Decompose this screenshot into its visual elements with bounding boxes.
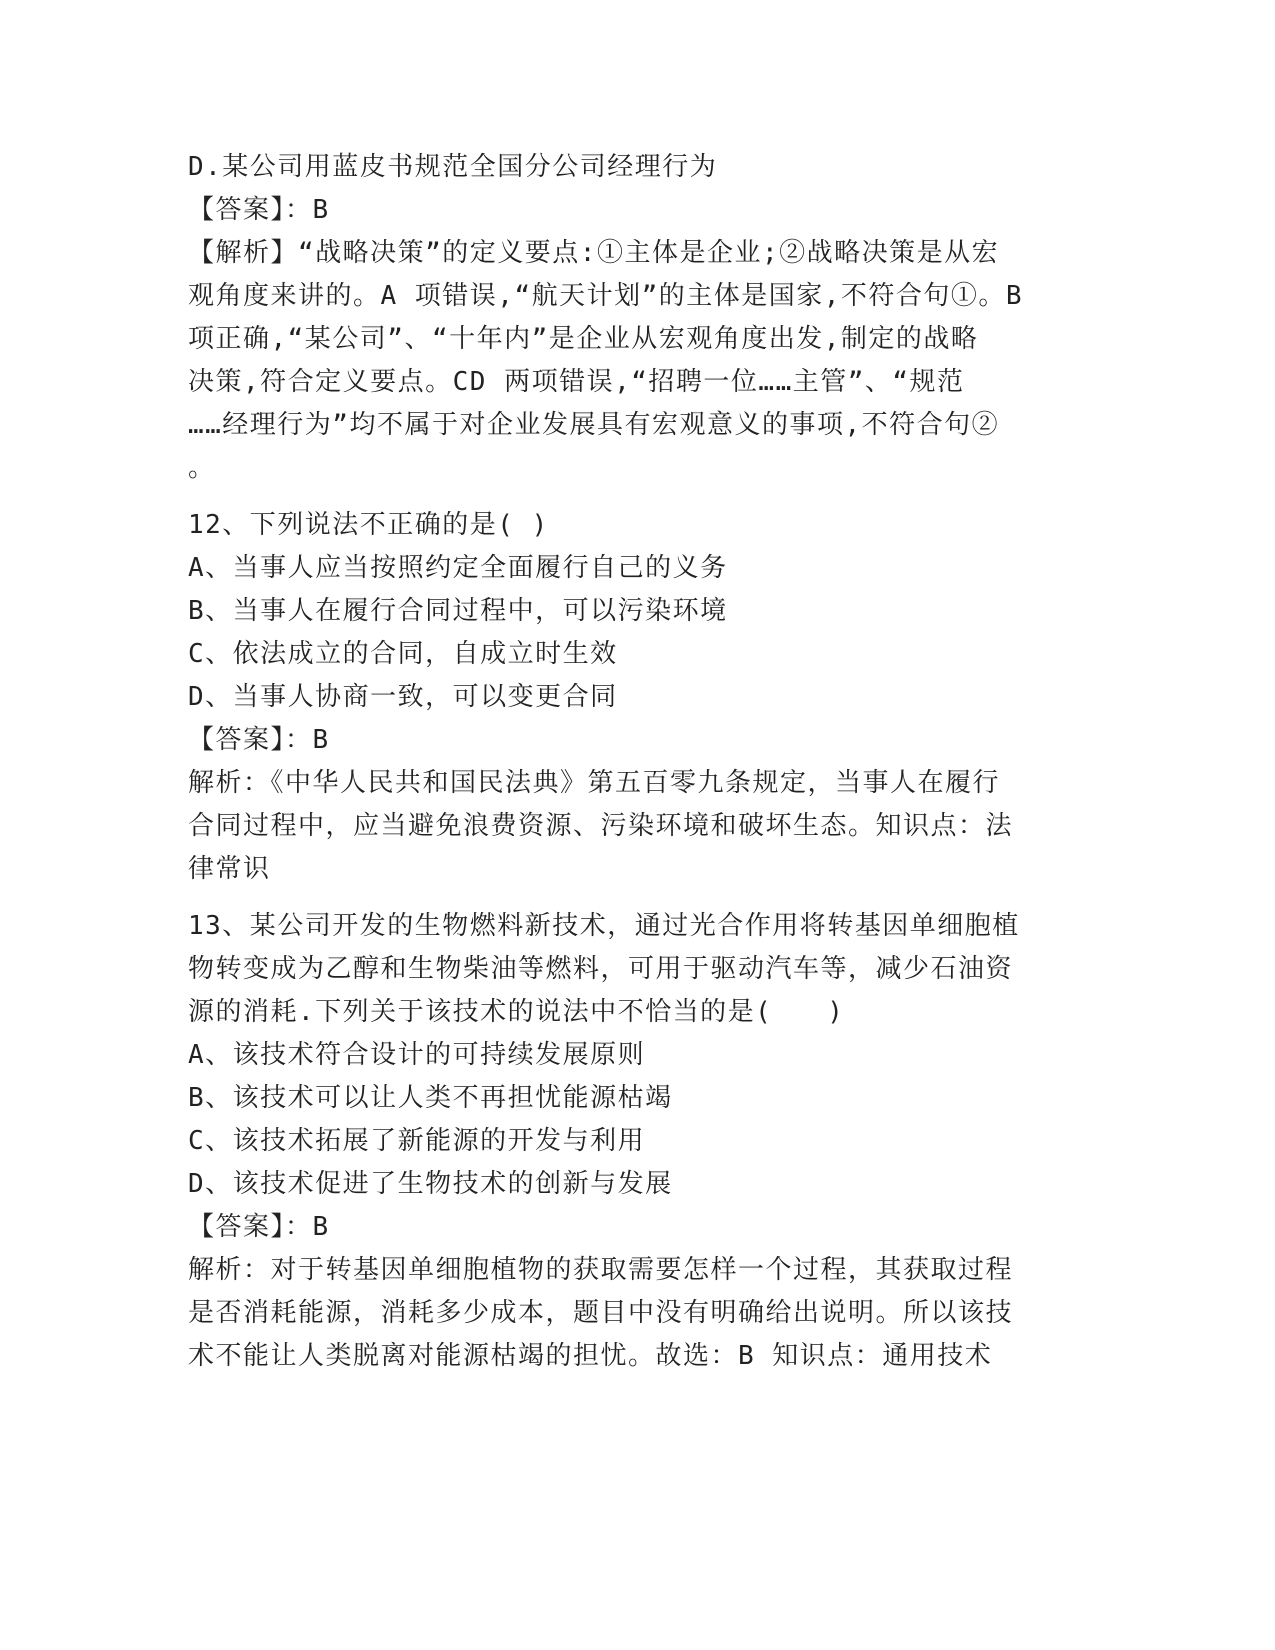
q11-analysis-line: 项正确,“某公司”、“十年内”是企业从宏观角度出发,制定的战略 <box>188 324 979 354</box>
q13-option-b: B、该技术可以让人类不再担忧能源枯竭 <box>188 1083 673 1113</box>
q12-analysis-line: 解析：《中华人民共和国民法典》第五百零九条规定，当事人在履行 <box>188 768 1001 798</box>
q12-option-c: C、依法成立的合同，自成立时生效 <box>188 639 618 669</box>
q11-option-d: D.某公司用蓝皮书规范全国分公司经理行为 <box>188 152 718 182</box>
q12-analysis-line: 律常识 <box>188 854 271 884</box>
q13-option-d: D、该技术促进了生物技术的创新与发展 <box>188 1169 673 1199</box>
q13-answer: 【答案】：B <box>188 1212 330 1242</box>
q11-analysis-line: 。 <box>188 453 216 483</box>
q12-analysis-line: 合同过程中，应当避免浪费资源、污染环境和破坏生态。知识点：法 <box>188 811 1014 841</box>
q12-answer: 【答案】：B <box>188 725 330 755</box>
q13-question-line: 13、某公司开发的生物燃料新技术，通过光合作用将转基因单细胞植 <box>188 911 1020 941</box>
q13-question-line: 物转变成为乙醇和生物柴油等燃料，可用于驱动汽车等，减少石油资 <box>188 954 1014 984</box>
q11-analysis-line: ……经理行为”均不属于对企业发展具有宏观意义的事项,不符合句② <box>188 410 1000 440</box>
page-content <box>188 146 1088 1378</box>
q11-analysis-line: 【解析】“战略决策”的定义要点:①主体是企业;②战略决策是从宏 <box>188 238 1000 268</box>
q12-option-b: B、当事人在履行合同过程中，可以污染环境 <box>188 596 728 626</box>
q12-option-a: A、当事人应当按照约定全面履行自己的义务 <box>188 553 728 583</box>
q13-analysis-line: 术不能让人类脱离对能源枯竭的担忧。故选：B 知识点：通用技术 <box>188 1341 993 1371</box>
q12-question: 12、下列说法不正确的是( ) <box>188 510 549 540</box>
q13-option-a: A、该技术符合设计的可持续发展原则 <box>188 1040 646 1070</box>
q13-analysis-line: 是否消耗能源，消耗多少成本，题目中没有明确给出说明。所以该技 <box>188 1298 1014 1328</box>
q12-option-d: D、当事人协商一致，可以变更合同 <box>188 682 618 712</box>
q13-analysis-line: 解析：对于转基因单细胞植物的获取需要怎样一个过程，其获取过程 <box>188 1255 1014 1285</box>
q13-question-line: 源的消耗.下列关于该技术的说法中不恰当的是( ) <box>188 997 845 1027</box>
q11-analysis-line: 观角度来讲的。A 项错误,“航天计划”的主体是国家,不符合句①。B <box>188 281 1024 311</box>
q11-analysis-line: 决策,符合定义要点。CD 两项错误,“招聘一位……主管”、“规范 <box>188 367 965 397</box>
q13-option-c: C、该技术拓展了新能源的开发与利用 <box>188 1126 646 1156</box>
spacer <box>188 490 1088 504</box>
spacer <box>188 891 1088 905</box>
q11-answer: 【答案】：B <box>188 195 330 225</box>
